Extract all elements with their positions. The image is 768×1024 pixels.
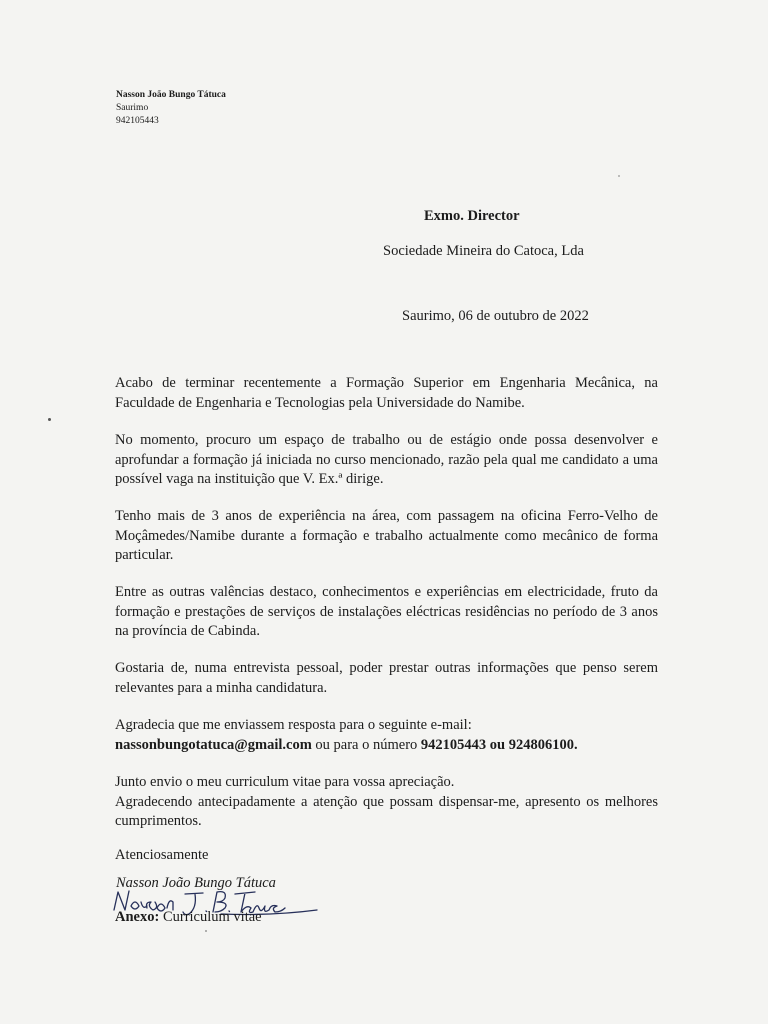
thanks-line: Agradecendo antecipadamente a atenção que possam dispensar-me, apresento os melhores cumprimentos.	[115, 793, 658, 829]
paragraph-attachment	[115, 773, 658, 832]
paper-speck	[618, 175, 620, 177]
paragraph-experience: Tenho mais de 3 anos de experiência na área, com passagem na oficina Ferro-Velho de Moçâmedes/Namibe durante a formação e trabalho actualmente como mecânico de forma particular.	[115, 508, 658, 563]
annex-line	[115, 909, 262, 926]
sender-phone: 942105443	[116, 116, 159, 126]
contact-numbers: 942105443 ou 924806100.	[420, 736, 578, 753]
contact-intro: Agradecia que me enviassem resposta para o seguinte e-mail:	[115, 717, 472, 733]
contact-email: nassonbungotatuca@gmail.com	[115, 736, 312, 753]
recipient-title: Exmo. Director	[424, 208, 520, 224]
closing-salutation: Atenciosamente	[115, 847, 209, 863]
annex-value: Curriculum vitae	[159, 909, 262, 925]
sender-city: Saurimo	[116, 103, 149, 113]
sender-block	[116, 89, 226, 128]
paragraph-skills: Entre as outras valências destaco, conhecimentos e experiências em electricidade, fruto da formação e prestações de serviços de instalações eléctricas residências no período de 3 anos na província de Cabinda.	[115, 584, 658, 639]
sender-name: Nasson João Bungo Tátuca	[116, 90, 226, 100]
contact-line	[115, 736, 658, 756]
paragraph-education: Acabo de terminar recentemente a Formação Superior em Engenharia Mecânica, na Faculdade de Engenharia e Tecnologias pela Universidade do Namibe.	[115, 375, 658, 411]
paragraph-objective: No momento, procuro um espaço de trabalho ou de estágio onde possa desenvolver e aprofundar a formação já iniciada no curso mencionado, razão pela qual me candidato a uma possível vaga na instituição que V. Ex.ª dirige.	[115, 432, 658, 487]
paragraph-interview: Gostaria de, numa entrevista pessoal, poder prestar outras informações que penso serem relevantes para a minha candidatura.	[115, 660, 658, 696]
attachment-line: Junto envio o meu curriculum vitae para vossa apreciação.	[115, 774, 455, 790]
paper-speck	[205, 930, 207, 932]
paper-speck	[48, 418, 51, 421]
recipient-organization: Sociedade Mineira do Catoca, Lda	[383, 243, 584, 259]
paragraph-contact	[115, 716, 658, 755]
letter-date: Saurimo, 06 de outubro de 2022	[402, 308, 589, 324]
signer-name: Nasson João Bungo Tátuca	[116, 875, 276, 891]
contact-connector: ou para o número	[311, 736, 421, 753]
annex-label: Anexo:	[115, 909, 160, 925]
